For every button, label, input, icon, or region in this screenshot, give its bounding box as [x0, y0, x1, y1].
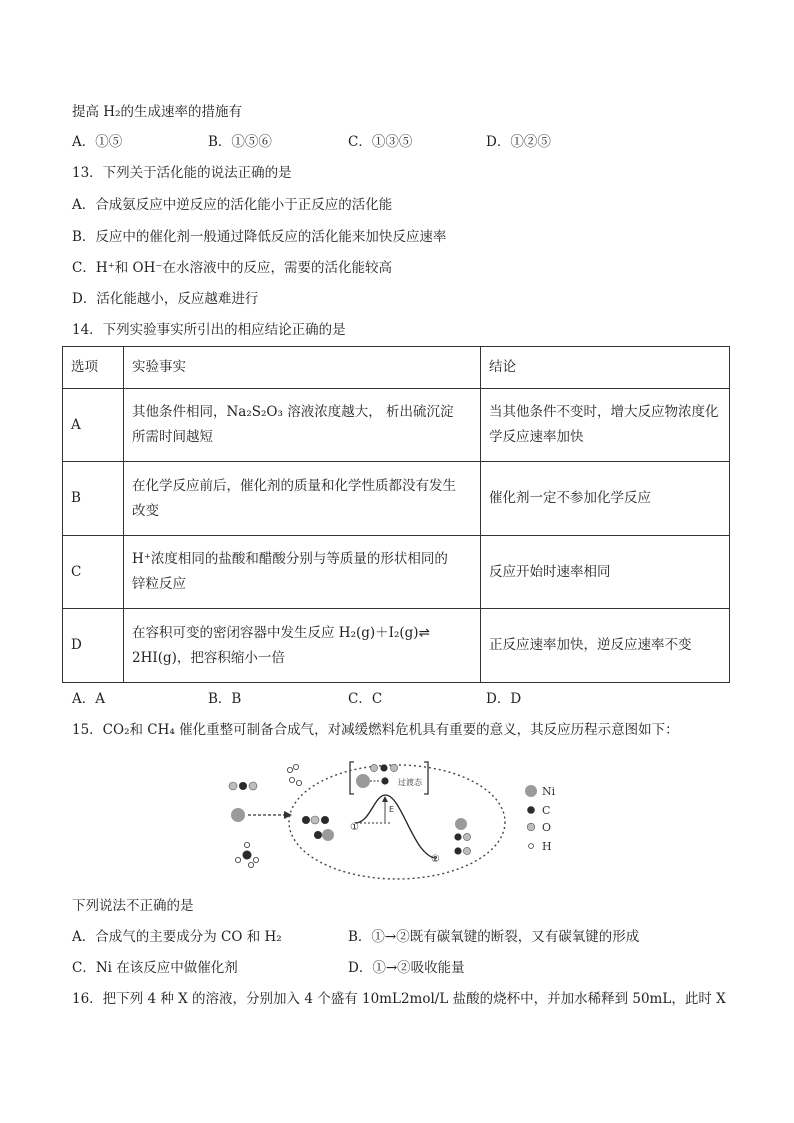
table-row [63, 609, 730, 683]
legend-c-icon [527, 806, 535, 814]
row-conclusion: 正反应速率加快，逆反应速率不变 [481, 609, 730, 683]
state-1-label: ① [350, 822, 359, 833]
legend [525, 785, 556, 853]
row-option: A [63, 389, 124, 462]
ni-atom-icon [356, 774, 370, 788]
q15-question: 下列说法不正确的是 [72, 898, 194, 914]
reaction-zone-ellipse [289, 765, 505, 879]
row-conclusion: 反应开始时速率相同 [481, 536, 730, 609]
header-option: 选项 [63, 347, 124, 389]
q13-option-d: D．活化能越小，反应越难进行 [72, 291, 259, 307]
reaction-pathway-diagram [222, 754, 582, 886]
legend-h-label: H [542, 840, 552, 853]
state-2-label: ② [431, 854, 440, 865]
q12-option-b: B．①⑤⑥ [208, 134, 272, 150]
legend-o-icon [527, 823, 535, 831]
q15-option-b: B．①→②既有碳氧键的断裂，又有碳氧键的形成 [348, 929, 640, 945]
header-fact: 实验事实 [124, 347, 481, 389]
legend-ni-label: Ni [542, 785, 556, 798]
q12-stem: 提高 H₂的生成速率的措施有 [72, 104, 242, 120]
ch4-molecule-icon [235, 842, 258, 867]
row-fact: 其他条件相同，Na₂S₂O₃ 溶液浓度越大， 析出硫沉淀 所需时间越短 [124, 389, 481, 462]
row-fact-part2: 2HI(g)，把容积缩小一倍 [132, 649, 285, 666]
table-row [63, 389, 730, 462]
row-option: D [63, 609, 124, 683]
header-conclusion: 结论 [481, 347, 730, 389]
q15-option-a: A．合成气的主要成分为 CO 和 H₂ [72, 929, 282, 945]
q14-stem: 14．下列实验事实所引出的相应结论正确的是 [72, 322, 346, 338]
row-conclusion: 催化剂一定不参加化学反应 [481, 462, 730, 536]
table-header-row [63, 347, 730, 389]
legend-c-label: C [542, 804, 551, 817]
ni-atom-icon [231, 808, 245, 822]
q14-option-c: C．C [348, 691, 383, 707]
q16-stem: 16．把下列 4 种 X 的溶液，分别加入 4 个盛有 10mL2mol/L 盐酸的烧杯中，并加水稀释到 50mL，此时 X [72, 991, 726, 1007]
legend-ni-icon [525, 785, 537, 797]
co2-molecule-icon [229, 782, 257, 790]
table-row [63, 536, 730, 609]
transition-state-label: 过渡态 [398, 778, 422, 787]
q12-option-a: A．①⑤ [72, 134, 123, 150]
row-fact: 在化学反应前后，催化剂的质量和化学性质都没有发生 改变 [124, 462, 481, 536]
q15-option-c: C．Ni 在该反应中做催化剂 [72, 960, 238, 976]
q14-option-a: A．A [72, 691, 105, 707]
bracket-icon [350, 762, 354, 794]
q13-stem: 13．下列关于活化能的说法正确的是 [72, 165, 292, 181]
row-conclusion: 当其他条件不变时，增大反应物浓度化 学反应速率加快 [481, 389, 730, 462]
equilibrium-arrow-icon: ⇌ [418, 624, 430, 641]
intermediate-molecules-icon [302, 816, 334, 841]
q13-option-b: B．反应中的催化剂一般通过降低反应的活化能来加快反应速率 [72, 229, 447, 245]
row-fact [124, 609, 481, 683]
h2-molecule-icon [287, 764, 301, 785]
energy-curve [355, 795, 436, 858]
q12-option-c: C．①③⑤ [348, 134, 413, 150]
q12-option-d: D．①②⑤ [486, 134, 551, 150]
q13-option-c: C．H⁺和 OH⁻在水溶液中的反应，需要的活化能较高 [72, 260, 392, 276]
row-fact: H⁺浓度相同的盐酸和醋酸分别与等质量的形状相同的 锌粒反应 [124, 536, 481, 609]
row-fact-part1: 在容积可变的密闭容器中发生反应 H₂(g)＋I₂(g) [132, 624, 419, 641]
q15-stem: 15．CO₂和 CH₄ 催化重整可制备合成气，对减缓燃料危机具有重要的意义，其反应历程示意图如下： [72, 722, 679, 738]
q14-option-d: D．D [486, 691, 522, 707]
energy-label: E [389, 805, 395, 814]
table-row [63, 462, 730, 536]
row-option: C [63, 536, 124, 609]
row-option: B [63, 462, 124, 536]
legend-h-icon [529, 844, 534, 849]
q15-option-d: D．①→②吸收能量 [348, 960, 465, 976]
q13-option-a: A．合成氨反应中逆反应的活化能小于正反应的活化能 [72, 197, 393, 213]
q14-table [62, 346, 730, 683]
legend-o-label: O [542, 821, 552, 834]
q14-option-b: B．B [208, 691, 242, 707]
product-molecules-icon [454, 818, 470, 855]
